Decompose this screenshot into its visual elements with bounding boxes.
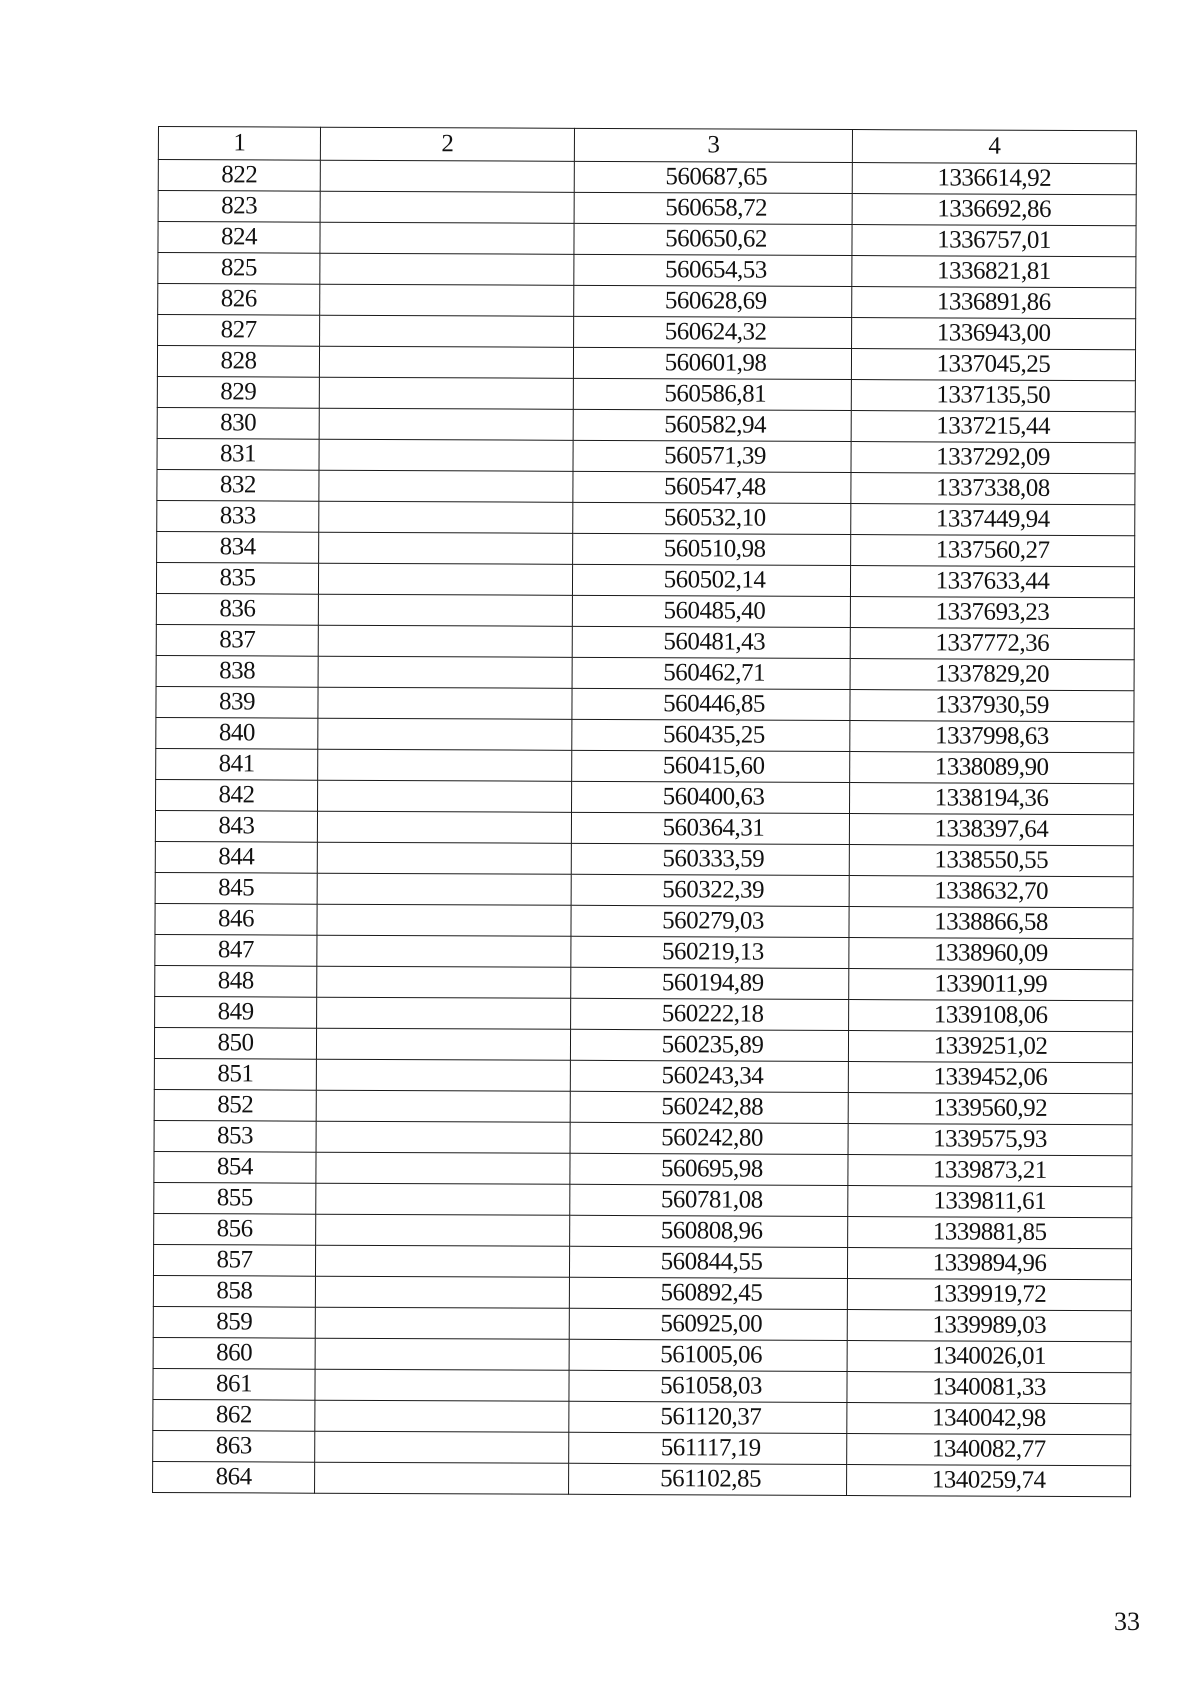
coordinates-table	[152, 126, 1137, 1497]
table-cell-col-3: 560582,94	[573, 409, 851, 441]
table-cell-col-3: 560586,81	[573, 378, 851, 410]
table-row	[156, 655, 1134, 690]
table-row	[154, 1027, 1132, 1062]
table-cell-col-2	[320, 160, 574, 192]
table-cell-col-4: 1339452,06	[848, 1062, 1132, 1094]
table-row	[153, 1430, 1131, 1465]
table-cell-col-4: 1340042,98	[847, 1403, 1131, 1435]
table-cell-col-1: 854	[154, 1151, 316, 1183]
table-cell-col-2	[315, 1400, 569, 1432]
table-cell-col-3: 560781,08	[570, 1184, 848, 1216]
table-cell-col-1: 826	[158, 284, 320, 316]
table-cell-col-1: 859	[153, 1306, 315, 1338]
table-cell-col-3: 560219,13	[571, 936, 849, 968]
table-cell-col-1: 845	[155, 872, 317, 904]
table-cell-col-4: 1340082,77	[847, 1434, 1131, 1466]
table-cell-col-4: 1339251,02	[848, 1031, 1132, 1063]
table-row	[157, 346, 1135, 381]
table-cell-col-4: 1338866,58	[849, 907, 1133, 939]
table-cell-col-1: 855	[154, 1182, 316, 1214]
table-row	[158, 284, 1136, 319]
table-cell-col-2	[320, 315, 574, 347]
table-cell-col-2	[318, 656, 572, 688]
table-cell-col-4: 1337772,36	[850, 628, 1134, 660]
table-cell-col-1: 822	[158, 160, 320, 192]
table-cell-col-3: 560892,45	[569, 1277, 847, 1309]
table-cell-col-2	[318, 625, 572, 657]
table-cell-col-3: 560243,34	[570, 1060, 848, 1092]
table-cell-col-3: 560532,10	[573, 502, 851, 534]
table-row	[155, 810, 1133, 845]
table-cell-col-2	[317, 873, 571, 905]
table-cell-col-3: 561120,37	[569, 1401, 847, 1433]
table-cell-col-3: 560222,18	[571, 998, 849, 1030]
table-cell-col-3: 560687,65	[574, 161, 852, 193]
table-cell-col-3: 560322,39	[571, 874, 849, 906]
table-cell-col-4: 1339108,06	[849, 1000, 1133, 1032]
table-cell-col-3: 560481,43	[572, 626, 850, 658]
table-cell-col-3: 561102,85	[569, 1463, 847, 1495]
table-row	[155, 934, 1133, 969]
table-cell-col-4: 1339011,99	[849, 969, 1133, 1001]
table-cell-col-2	[315, 1307, 569, 1339]
table-cell-col-1: 850	[154, 1027, 316, 1059]
table-cell-col-4: 1337560,27	[851, 535, 1135, 567]
table-row	[157, 469, 1135, 504]
table-cell-col-2	[319, 346, 573, 378]
table-cell-col-4: 1337045,25	[851, 349, 1135, 381]
column-header-1: 1	[158, 127, 320, 161]
table-cell-col-2	[320, 253, 574, 285]
table-cell-col-2	[315, 1462, 569, 1494]
table-cell-col-4: 1336943,00	[852, 318, 1136, 350]
table-cell-col-2	[317, 997, 571, 1029]
table-cell-col-1: 824	[158, 222, 320, 254]
table-cell-col-2	[320, 284, 574, 316]
table-cell-col-4: 1337135,50	[851, 380, 1135, 412]
table-cell-col-2	[317, 966, 571, 998]
table-cell-col-4: 1339560,92	[848, 1093, 1132, 1125]
table-cell-col-2	[317, 904, 571, 936]
table-row	[155, 841, 1133, 876]
table-cell-col-3: 560242,80	[570, 1122, 848, 1154]
table-row	[157, 407, 1135, 442]
table-cell-col-3: 560650,62	[574, 223, 852, 255]
table-cell-col-1: 857	[153, 1244, 315, 1276]
table-cell-col-3: 561058,03	[569, 1370, 847, 1402]
table-row	[154, 1089, 1132, 1124]
table-row	[153, 1275, 1131, 1310]
table-cell-col-2	[319, 377, 573, 409]
table-cell-col-2	[319, 439, 573, 471]
table-cell-col-2	[315, 1369, 569, 1401]
table-cell-col-2	[315, 1431, 569, 1463]
table-cell-col-3: 560547,48	[573, 471, 851, 503]
table-cell-col-1: 844	[155, 841, 317, 873]
table-cell-col-2	[318, 780, 572, 812]
table-cell-col-3: 560333,59	[571, 843, 849, 875]
table-cell-col-4: 1336692,86	[852, 194, 1136, 226]
table-row	[158, 253, 1136, 288]
column-header-4: 4	[852, 130, 1136, 164]
table-cell-col-1: 852	[154, 1089, 316, 1121]
table-cell-col-3: 560925,00	[569, 1308, 847, 1340]
table-cell-col-3: 560279,03	[571, 905, 849, 937]
table-row	[154, 1058, 1132, 1093]
table-cell-col-1: 839	[156, 686, 318, 718]
table-row	[156, 593, 1134, 628]
table-cell-col-1: 856	[154, 1213, 316, 1245]
page-number: 33	[1114, 1607, 1140, 1636]
table-row	[156, 717, 1134, 752]
table-cell-col-3: 561117,19	[569, 1432, 847, 1464]
table-cell-col-3: 560628,69	[574, 285, 852, 317]
table-cell-col-1: 825	[158, 253, 320, 285]
table-cell-col-1: 835	[156, 562, 318, 594]
table-row	[157, 531, 1135, 566]
table-row	[154, 1151, 1132, 1186]
table-cell-col-3: 560235,89	[570, 1029, 848, 1061]
table-row	[156, 779, 1134, 814]
table-cell-col-1: 862	[153, 1399, 315, 1431]
table-cell-col-3: 560502,14	[572, 564, 850, 596]
table-cell-col-4: 1339881,85	[848, 1217, 1132, 1249]
table-cell-col-4: 1337338,08	[851, 473, 1135, 505]
table-cell-col-1: 846	[155, 903, 317, 935]
table-cell-col-1: 834	[157, 531, 319, 563]
table-cell-col-4: 1336821,81	[852, 256, 1136, 288]
table-cell-col-3: 560658,72	[574, 192, 852, 224]
table-cell-col-4: 1337930,59	[850, 690, 1134, 722]
table-cell-col-1: 851	[154, 1058, 316, 1090]
table-cell-col-4: 1339894,96	[847, 1248, 1131, 1280]
table-cell-col-3: 560695,98	[570, 1153, 848, 1185]
table-cell-col-2	[318, 594, 572, 626]
table-cell-col-1: 827	[158, 315, 320, 347]
table-cell-col-1: 848	[155, 965, 317, 997]
table-cell-col-4: 1336614,92	[852, 163, 1136, 195]
table-cell-col-1: 849	[155, 996, 317, 1028]
table-cell-col-2	[319, 501, 573, 533]
table-cell-col-1: 823	[158, 191, 320, 223]
table-cell-col-4: 1338089,90	[850, 752, 1134, 784]
table-cell-col-4: 1339811,61	[848, 1186, 1132, 1218]
table-row	[154, 1120, 1132, 1155]
table-cell-col-2	[316, 1121, 570, 1153]
table-header-row	[158, 127, 1136, 164]
table-cell-col-4: 1337292,09	[851, 442, 1135, 474]
table-row	[153, 1306, 1131, 1341]
table-cell-col-2	[319, 408, 573, 440]
table-cell-col-2	[316, 1059, 570, 1091]
table-cell-col-1: 864	[153, 1461, 315, 1493]
table-cell-col-2	[320, 222, 574, 254]
table-cell-col-1: 832	[157, 469, 319, 501]
table-cell-col-4: 1340259,74	[847, 1465, 1131, 1497]
table-row	[154, 1182, 1132, 1217]
table-cell-col-3: 560364,31	[571, 812, 849, 844]
table-cell-col-3: 560601,98	[573, 347, 851, 379]
table-cell-col-2	[315, 1276, 569, 1308]
table-cell-col-4: 1337693,23	[850, 597, 1134, 629]
table-cell-col-3: 560571,39	[573, 440, 851, 472]
table-row	[158, 222, 1136, 257]
table-cell-col-2	[316, 1090, 570, 1122]
table-row	[158, 315, 1136, 350]
table-cell-col-2	[319, 470, 573, 502]
table-cell-col-4: 1340081,33	[847, 1372, 1131, 1404]
table-cell-col-3: 561005,06	[569, 1339, 847, 1371]
table-cell-col-1: 833	[157, 500, 319, 532]
table-cell-col-3: 560844,55	[569, 1246, 847, 1278]
table-cell-col-1: 830	[157, 407, 319, 439]
table-cell-col-3: 560654,53	[574, 254, 852, 286]
table-cell-col-2	[317, 811, 571, 843]
table-cell-col-4: 1337998,63	[850, 721, 1134, 753]
table-cell-col-3: 560194,89	[571, 967, 849, 999]
table-cell-col-4: 1337829,20	[850, 659, 1134, 691]
table-row	[155, 903, 1133, 938]
table-cell-col-4: 1339989,03	[847, 1310, 1131, 1342]
table-cell-col-4: 1339575,93	[848, 1124, 1132, 1156]
table-cell-col-2	[315, 1338, 569, 1370]
table-cell-col-1: 853	[154, 1120, 316, 1152]
table-cell-col-3: 560510,98	[573, 533, 851, 565]
table-cell-col-1: 842	[156, 779, 318, 811]
table-cell-col-4: 1339919,72	[847, 1279, 1131, 1311]
table-row	[158, 191, 1136, 226]
table-cell-col-2	[318, 687, 572, 719]
table-cell-col-4: 1336757,01	[852, 225, 1136, 257]
table-cell-col-4: 1338960,09	[849, 938, 1133, 970]
table-cell-col-3: 560462,71	[572, 657, 850, 689]
table-cell-col-4: 1339873,21	[848, 1155, 1132, 1187]
table-cell-col-3: 560435,25	[572, 719, 850, 751]
table-cell-col-4: 1338632,70	[849, 876, 1133, 908]
table-cell-col-2	[316, 1152, 570, 1184]
table-cell-col-3: 560242,88	[570, 1091, 848, 1123]
table-cell-col-3: 560446,85	[572, 688, 850, 720]
table-cell-col-1: 831	[157, 438, 319, 470]
table-cell-col-1: 860	[153, 1337, 315, 1369]
table-cell-col-1: 828	[157, 346, 319, 378]
table-cell-col-1: 829	[157, 376, 319, 408]
table-cell-col-1: 838	[156, 655, 318, 687]
table-cell-col-1: 837	[156, 624, 318, 656]
table-cell-col-4: 1338194,36	[850, 783, 1134, 815]
table-cell-col-4: 1337449,94	[851, 504, 1135, 536]
column-header-2: 2	[320, 127, 574, 161]
table-row	[155, 996, 1133, 1031]
table-row	[155, 965, 1133, 1000]
table-cell-col-1: 843	[155, 810, 317, 842]
table-cell-col-4: 1340026,01	[847, 1341, 1131, 1373]
column-header-3: 3	[574, 128, 852, 162]
table-cell-col-2	[316, 1028, 570, 1060]
table-cell-col-3: 560400,63	[572, 781, 850, 813]
table-cell-col-2	[315, 1245, 569, 1277]
table-row	[153, 1399, 1131, 1434]
table-row	[154, 1213, 1132, 1248]
table-row	[156, 748, 1134, 783]
table-cell-col-2	[318, 749, 572, 781]
table-cell-col-4: 1336891,86	[852, 287, 1136, 319]
table-row	[157, 376, 1135, 411]
table-cell-col-3: 560624,32	[574, 316, 852, 348]
table-row	[157, 438, 1135, 473]
table-body	[153, 160, 1137, 1497]
table-cell-col-1: 836	[156, 593, 318, 625]
table-cell-col-1: 858	[153, 1275, 315, 1307]
table-cell-col-4: 1338397,64	[849, 814, 1133, 846]
table-cell-col-1: 863	[153, 1430, 315, 1462]
table-cell-col-1: 841	[156, 748, 318, 780]
table-cell-col-3: 560415,60	[572, 750, 850, 782]
table-row	[153, 1368, 1131, 1403]
table-cell-col-1: 847	[155, 934, 317, 966]
table-cell-col-4: 1337215,44	[851, 411, 1135, 443]
table-cell-col-2	[317, 935, 571, 967]
table-cell-col-4: 1337633,44	[850, 566, 1134, 598]
table-cell-col-2	[320, 191, 574, 223]
table-cell-col-2	[318, 718, 572, 750]
table-cell-col-2	[318, 563, 572, 595]
table-row	[156, 624, 1134, 659]
table-cell-col-3: 560485,40	[572, 595, 850, 627]
table-row	[156, 686, 1134, 721]
table-cell-col-1: 861	[153, 1368, 315, 1400]
table-row	[158, 160, 1136, 195]
table-cell-col-3: 560808,96	[570, 1215, 848, 1247]
table-row	[153, 1461, 1131, 1496]
table-cell-col-2	[316, 1183, 570, 1215]
table-cell-col-2	[319, 532, 573, 564]
table-cell-col-1: 840	[156, 717, 318, 749]
table-cell-col-2	[316, 1214, 570, 1246]
table-row	[157, 500, 1135, 535]
table-row	[156, 562, 1134, 597]
table-cell-col-2	[317, 842, 571, 874]
table-row	[153, 1337, 1131, 1372]
table-row	[153, 1244, 1131, 1279]
table-row	[155, 872, 1133, 907]
table-cell-col-4: 1338550,55	[849, 845, 1133, 877]
